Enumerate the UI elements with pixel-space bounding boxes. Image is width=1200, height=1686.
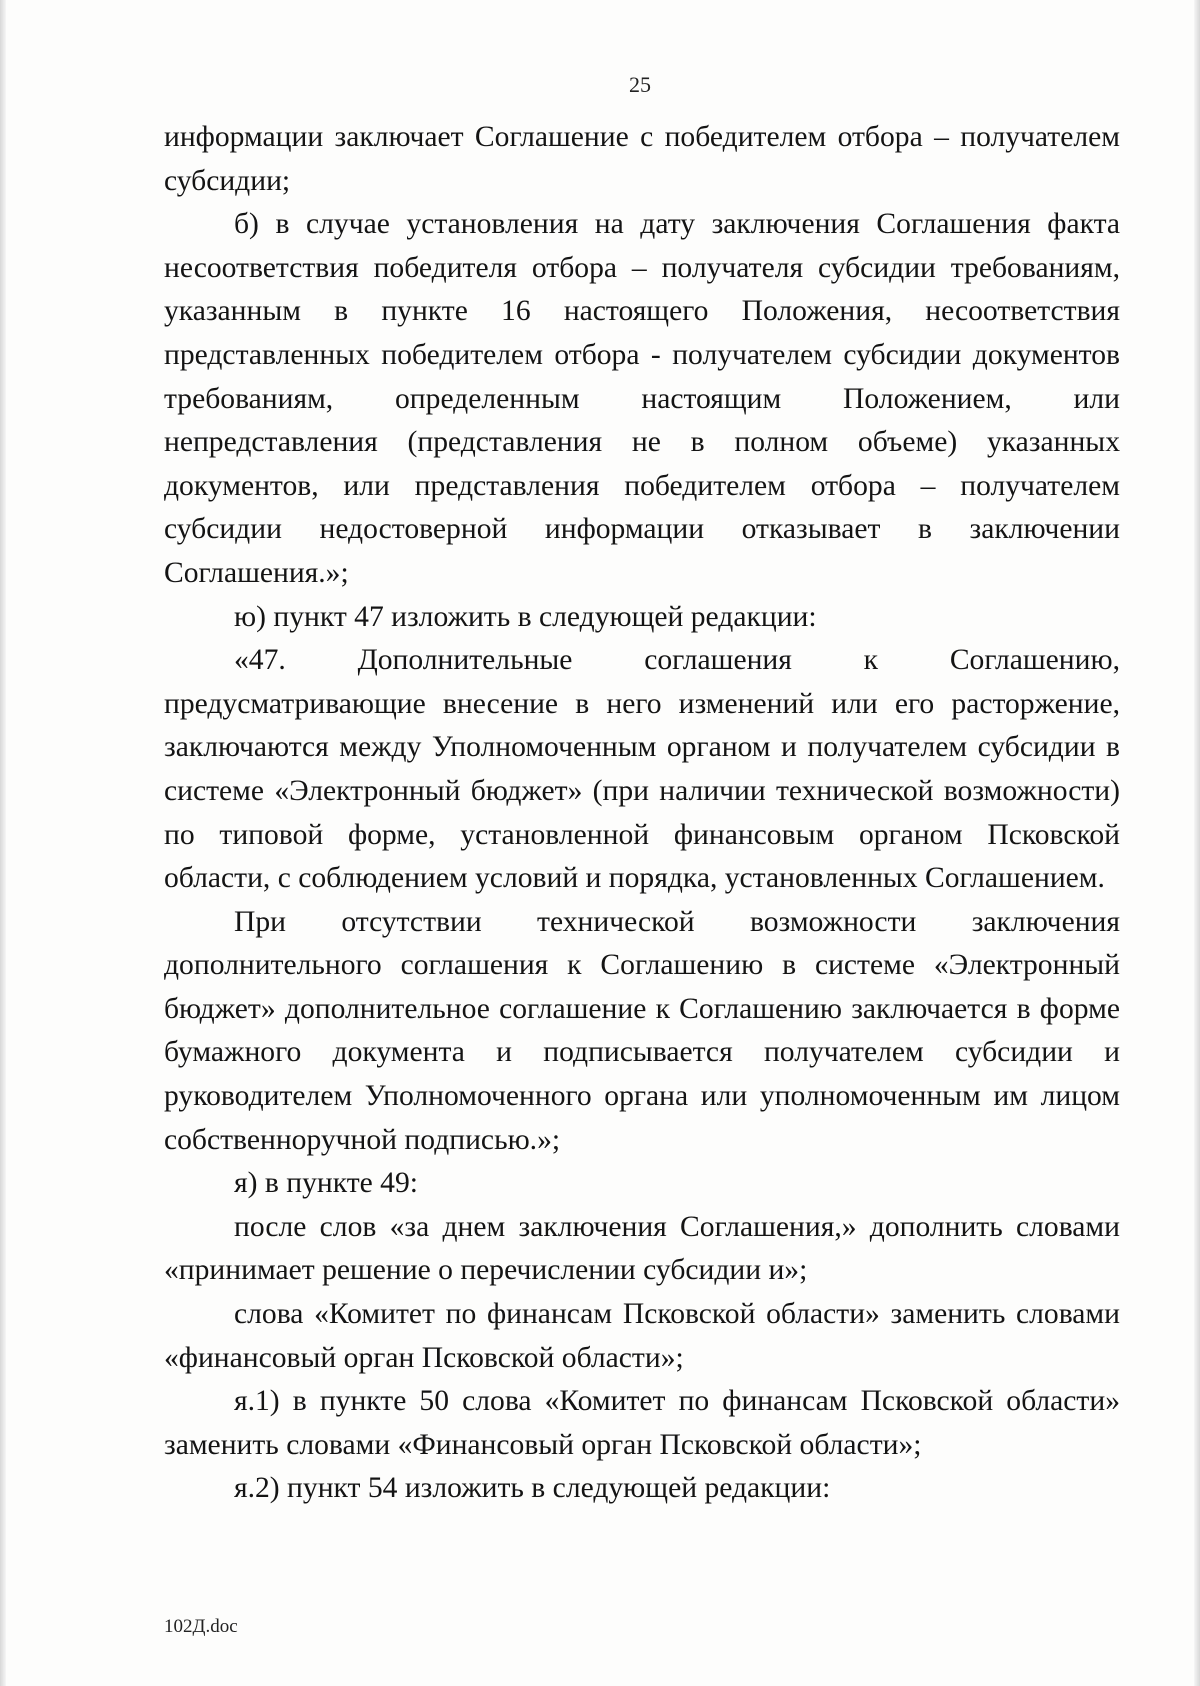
paragraph-3: ю) пункт 47 изложить в следующей редакции: xyxy=(234,600,817,633)
paragraph-2: б) в случае установления на дату заключения Соглашения факта несоответствия победителя отбора – получателя субсидии требованиям, указанным в пункте 16 настоящего Положения, несоответствия представленных победителем отбора - получателем субсидии документов требованиям, определенным настоящим Положением, или непредставления (представления не в полном объеме) указанных документов, или представления победителем отбора – получателем субсидии недостоверной информации отказывает в заключении Соглашения.»; xyxy=(164,208,1120,589)
page-number: 25 xyxy=(629,72,651,97)
footer-filename: 102Д.doc xyxy=(164,1616,238,1637)
paragraph-10: я.2) пункт 54 изложить в следующей редакции: xyxy=(234,1472,831,1505)
document-body xyxy=(164,116,1120,1511)
paragraph-9: я.1) в пункте 50 слова «Комитет по финансам Псковской области» заменить словами «Финансовый орган Псковской области»; xyxy=(164,1385,1120,1461)
paragraph-4: «47. Дополнительные соглашения к Соглашению, предусматривающие внесение в него изменений или его расторжение, заключаются между Уполномоченным органом и получателем субсидии в системе «Электронный бюджет» (при наличии технической возможности) по типовой форме, установленной финансовым органом Псковской области, с соблюдением условий и порядка, установленных Соглашением. xyxy=(164,644,1120,895)
paragraph-8: слова «Комитет по финансам Псковской области» заменить словами «финансовый орган Псковской области»; xyxy=(164,1298,1120,1374)
paragraph-5: При отсутствии технической возможности заключения дополнительного соглашения к Соглашению в системе «Электронный бюджет» дополнительное соглашение к Соглашению заключается в форме бумажного документа и подписывается получателем субсидии и руководителем Уполномоченного органа или уполномоченным им лицом собственноручной подписью.»; xyxy=(164,905,1120,1156)
scan-edge-right xyxy=(1194,0,1200,1686)
scan-edge-left xyxy=(0,0,6,1686)
paragraph-7: после слов «за днем заключения Соглашения,» дополнить словами «принимает решение о перечислении субсидии и»; xyxy=(164,1210,1120,1287)
paragraph-6: я) в пункте 49: xyxy=(234,1167,418,1200)
paragraph-1: информации заключает Соглашение с победителем отбора – получателем субсидии; xyxy=(164,121,1120,197)
